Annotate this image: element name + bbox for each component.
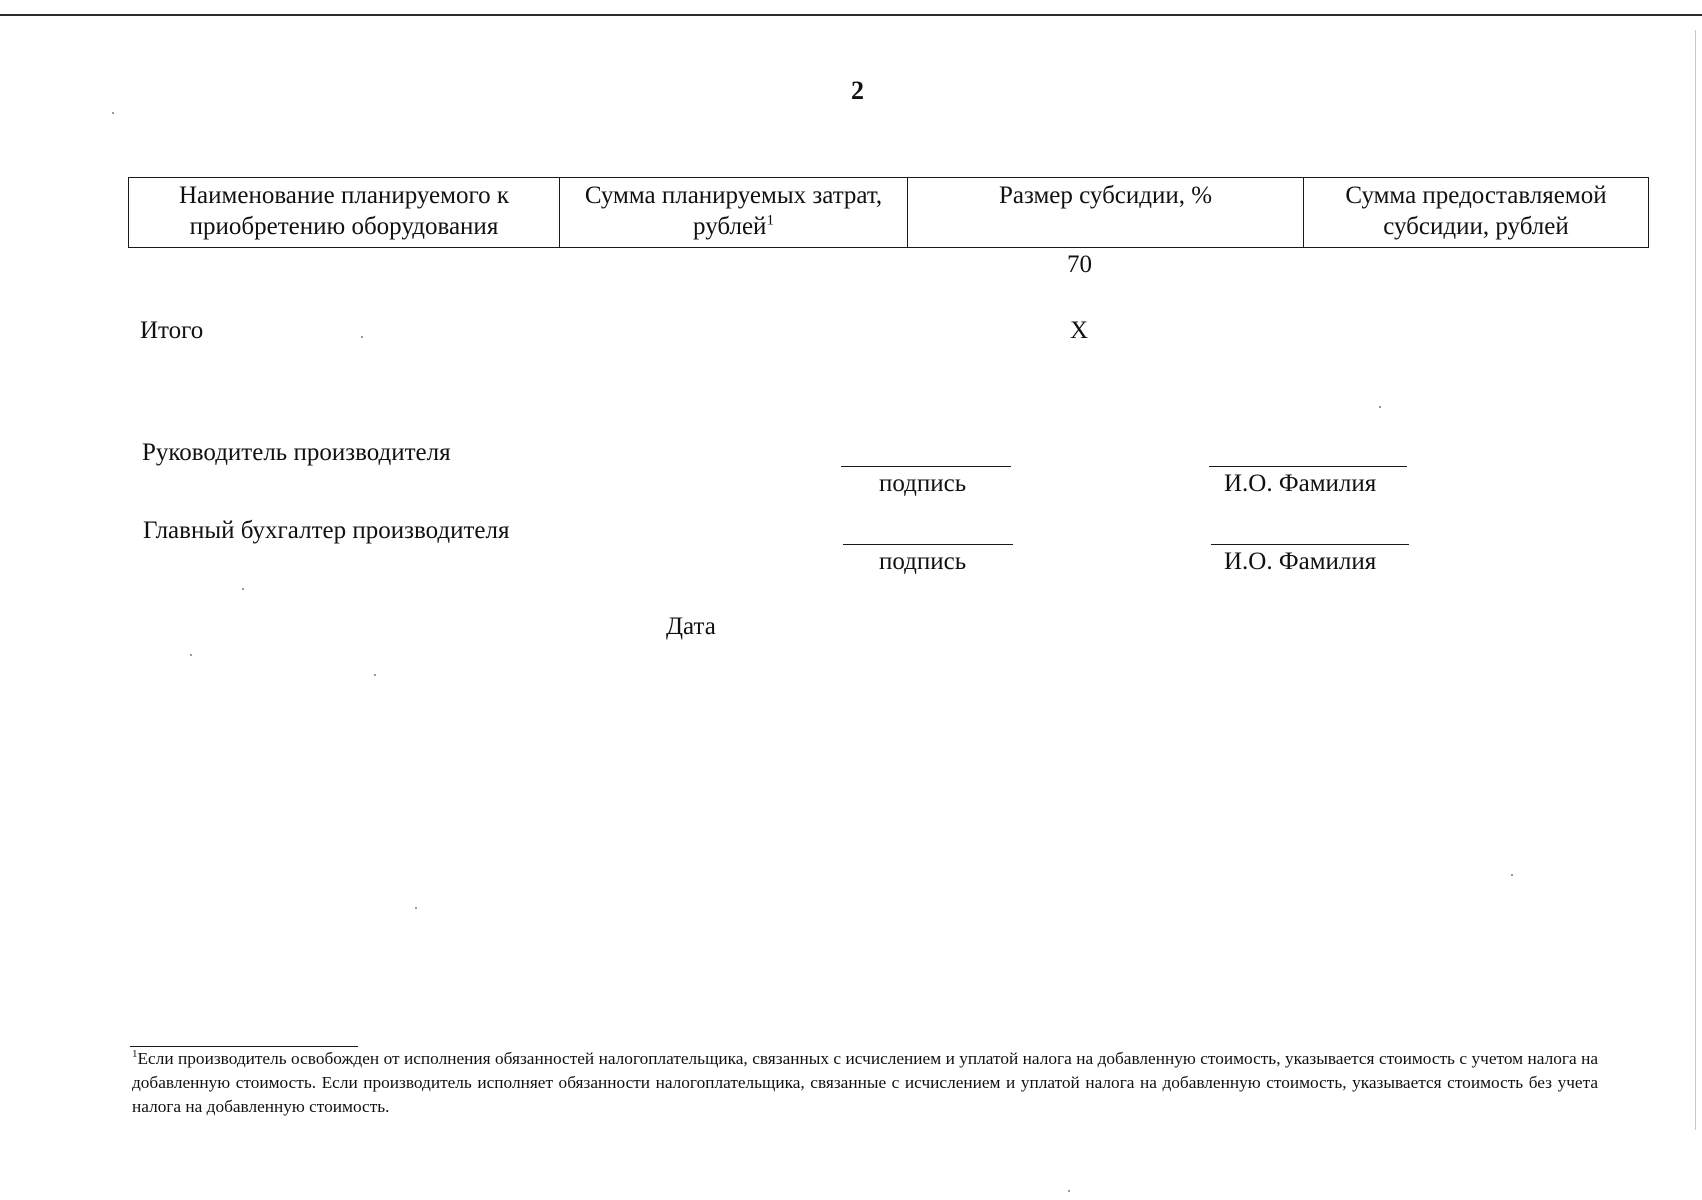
header-planned-costs bbox=[560, 178, 908, 248]
scan-speck bbox=[1379, 406, 1381, 408]
scan-speck bbox=[415, 907, 417, 909]
total-subsidy-percent: X bbox=[1070, 317, 1089, 344]
scan-top-edge bbox=[0, 14, 1702, 16]
footnote bbox=[132, 1047, 1598, 1119]
scan-speck bbox=[112, 112, 114, 114]
scan-speck bbox=[374, 674, 376, 676]
scan-speck bbox=[242, 588, 244, 590]
director-signature-line bbox=[841, 466, 1011, 467]
header-subsidy-percent: Размер субсидии, % bbox=[908, 178, 1304, 248]
footnote-mark: 1 bbox=[132, 1048, 138, 1061]
accountant-signature-label: подпись bbox=[879, 548, 967, 575]
header-subsidy-amount: Сумма предоставляемой субсидии, рублей bbox=[1304, 178, 1649, 248]
page-number: 2 bbox=[851, 76, 864, 105]
date-label: Дата bbox=[666, 613, 716, 640]
table-header-row bbox=[129, 178, 1649, 248]
director-name-line bbox=[1209, 466, 1407, 467]
accountant-name-label: И.О. Фамилия bbox=[1224, 548, 1377, 575]
scan-speck bbox=[1511, 874, 1513, 876]
director-signature-label: подпись bbox=[879, 470, 967, 497]
footnote-reference: 1 bbox=[766, 212, 774, 229]
accountant-signature-line bbox=[843, 544, 1013, 545]
header-planned-costs-label: Сумма планируемых затрат, рублей bbox=[584, 182, 883, 240]
total-label: Итого bbox=[140, 317, 204, 344]
footnote-text: Если производитель освобожден от исполнения обязанностей налогоплательщика, связанных с исчислением и уплатой налога на добавленную стоимость, указывается стоимость с учетом налога на добавленную стоимость. Если производитель исполняет обязанности налогоплательщика, связанные с исчислением и уплатой налога на добавленную стоимость, указывается стоимость без учета налога на добавленную стоимость. bbox=[132, 1049, 1598, 1116]
scan-speck bbox=[190, 654, 192, 656]
row-subsidy-percent: 70 bbox=[1067, 251, 1092, 278]
director-role-label: Руководитель производителя bbox=[142, 439, 451, 466]
director-name-label: И.О. Фамилия bbox=[1224, 470, 1377, 497]
accountant-name-line bbox=[1211, 544, 1409, 545]
header-equipment-name: Наименование планируемого к приобретению оборудования bbox=[129, 178, 560, 248]
scan-speck bbox=[361, 336, 363, 338]
equipment-table bbox=[128, 177, 1649, 248]
accountant-role-label: Главный бухгалтер производителя bbox=[143, 517, 510, 544]
scan-speck bbox=[1068, 1190, 1070, 1192]
scan-right-edge bbox=[1695, 30, 1696, 1130]
